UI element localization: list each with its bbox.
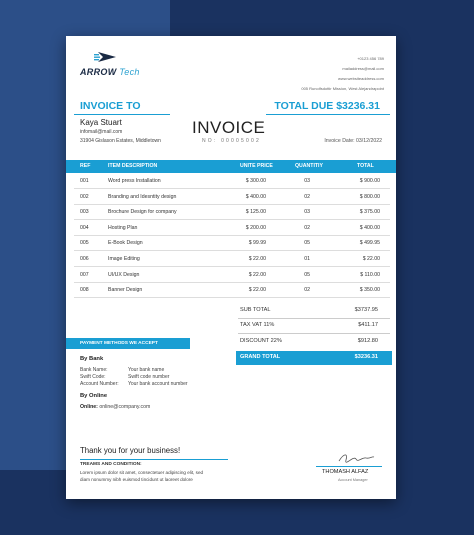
thank-you-message: Thank you for your business! xyxy=(80,446,181,455)
row-unit-price: $ 125.00 xyxy=(245,209,266,216)
row-quantity: 01 xyxy=(304,256,310,262)
total-due-underline xyxy=(266,114,390,115)
terms-heading: TREAMS AND CONDITION: xyxy=(80,462,142,467)
total-due-heading: TOTAL DUE $3236.31 xyxy=(274,100,380,112)
row-description: Image Editing xyxy=(108,256,140,262)
row-quantity: 02 xyxy=(304,193,310,200)
col-quantity: QUANTITIY xyxy=(295,163,323,169)
brand-name xyxy=(80,67,140,77)
divider xyxy=(238,318,390,319)
row-ref: 005 xyxy=(80,240,89,247)
sub-total-value: $3737.95 xyxy=(354,307,378,313)
signer-role: Account Manager xyxy=(338,478,368,482)
contact-address: 005 Runolfsdottir Mission, West Alejandrapoint xyxy=(301,86,384,91)
row-total: $ 375.00 xyxy=(359,209,380,216)
row-unit-price: $ 22.00 xyxy=(248,271,266,278)
online-label: Online: xyxy=(80,404,98,410)
row-description: Brochure Design for company xyxy=(108,209,177,216)
row-quantity: 03 xyxy=(304,178,310,184)
row-quantity: 05 xyxy=(304,271,310,278)
table-row-divider xyxy=(74,235,390,236)
row-total: $ 800.00 xyxy=(359,193,380,200)
payment-methods-title: PAYMENT METHODS WE ACCEPT xyxy=(80,341,158,346)
col-ref: REF xyxy=(80,163,91,169)
online-payment xyxy=(80,404,150,410)
swift-code-label: Swift Code: xyxy=(80,374,106,380)
swift-code-value: Swift code number xyxy=(128,374,170,380)
bank-name-value: Your bank name xyxy=(128,367,165,373)
row-total: $ 499.95 xyxy=(359,240,380,247)
invoice-to-heading: INVOICE TO xyxy=(80,100,141,112)
brand-name-part1: ARROW xyxy=(80,67,117,77)
row-description: Branding and Idesntity design xyxy=(108,193,177,200)
row-ref: 006 xyxy=(80,256,89,262)
terms-text-line1: Lorem ipsum dolor sit amet, consectetuer adipiscing elit, sed xyxy=(80,470,204,475)
brand-name-part2: Tech xyxy=(116,67,140,77)
client-name: Kaya Stuart xyxy=(80,118,122,127)
row-quantity: 02 xyxy=(304,224,310,231)
signature-icon xyxy=(336,451,376,465)
row-total: $ 400.00 xyxy=(359,224,380,231)
row-quantity: 05 xyxy=(304,240,310,247)
row-ref: 002 xyxy=(80,193,89,200)
col-unit-price: UNITE PRICE xyxy=(240,163,273,169)
discount-value: $912.80 xyxy=(357,338,378,344)
footer-divider xyxy=(80,459,228,460)
contact-email: mailaddress@mail.com xyxy=(342,66,384,71)
contact-phone: +0123 456 789 xyxy=(357,56,384,61)
sub-total-label: SUB TOTAL xyxy=(240,307,271,313)
row-unit-price: $ 22.00 xyxy=(248,256,266,262)
table-row-divider xyxy=(74,219,390,220)
row-ref: 004 xyxy=(80,224,89,231)
table-row-divider xyxy=(74,297,390,298)
row-ref: 003 xyxy=(80,209,89,216)
row-description: UI/UX Design xyxy=(108,271,140,278)
table-row-divider xyxy=(74,282,390,283)
row-description: E-Book Design xyxy=(108,240,143,247)
row-total: $ 22.00 xyxy=(362,256,380,262)
table-row-divider xyxy=(74,266,390,267)
client-address: 31904 Gislason Estates, Middletown xyxy=(80,138,161,144)
grand-total-label: GRAND TOTAL xyxy=(240,354,281,360)
row-ref: 001 xyxy=(80,178,89,184)
row-description: Banner Design xyxy=(108,287,143,294)
terms-text-line2: diam nonummy nibh euismod tincidunt ut laoreet dolore xyxy=(80,477,193,482)
col-description: ITEM DESCRIPTION xyxy=(108,163,158,169)
table-row-divider xyxy=(74,188,390,189)
row-unit-price: $ 99.99 xyxy=(248,240,266,247)
row-description: Word press Installation xyxy=(108,178,161,184)
arrow-logo-icon xyxy=(94,50,120,64)
invoice-date: Invoice Date: 03/12/2022 xyxy=(324,138,382,144)
row-quantity: 02 xyxy=(304,287,310,294)
row-unit-price: $ 200.00 xyxy=(245,224,266,231)
signature-line xyxy=(316,466,382,467)
account-number-value: Your bank account number xyxy=(128,381,188,387)
tax-value: $411.17 xyxy=(358,322,378,328)
online-email: online@company.com xyxy=(99,404,151,410)
row-ref: 008 xyxy=(80,287,89,294)
table-row-divider xyxy=(74,204,390,205)
row-unit-price: $ 300.00 xyxy=(245,178,266,184)
signer-name: THOMASH ALFAZ xyxy=(322,469,369,475)
discount-label: DISCOUNT 22% xyxy=(240,338,282,344)
invoice-number: NO: 00005002 xyxy=(202,138,261,144)
row-ref: 007 xyxy=(80,271,89,278)
by-bank-heading: By Bank xyxy=(80,356,104,362)
row-total: $ 110.00 xyxy=(360,271,380,278)
bank-name-label: Bank Name: xyxy=(80,367,108,373)
account-number-label: Account Number: xyxy=(80,381,119,387)
table-row-divider xyxy=(74,250,390,251)
invoice-to-underline xyxy=(74,114,170,115)
row-description: Hosting Plan xyxy=(108,224,138,231)
grand-total-value: $3236.31 xyxy=(354,354,378,360)
invoice-page xyxy=(66,36,396,499)
row-total: $ 900.00 xyxy=(359,178,380,184)
client-email: infomail@mail.com xyxy=(80,129,123,135)
row-quantity: 03 xyxy=(304,209,310,216)
contact-website: www.websiteaddress.com xyxy=(337,76,384,81)
invoice-title: INVOICE xyxy=(192,118,266,137)
col-total: TOTAL xyxy=(357,163,374,169)
row-unit-price: $ 400.00 xyxy=(245,193,266,200)
by-online-heading: By Online xyxy=(80,393,108,399)
row-unit-price: $ 22.00 xyxy=(248,287,266,294)
tax-label: TAX VAT 11% xyxy=(240,322,275,328)
row-total: $ 350.00 xyxy=(359,287,380,294)
divider xyxy=(238,333,390,334)
